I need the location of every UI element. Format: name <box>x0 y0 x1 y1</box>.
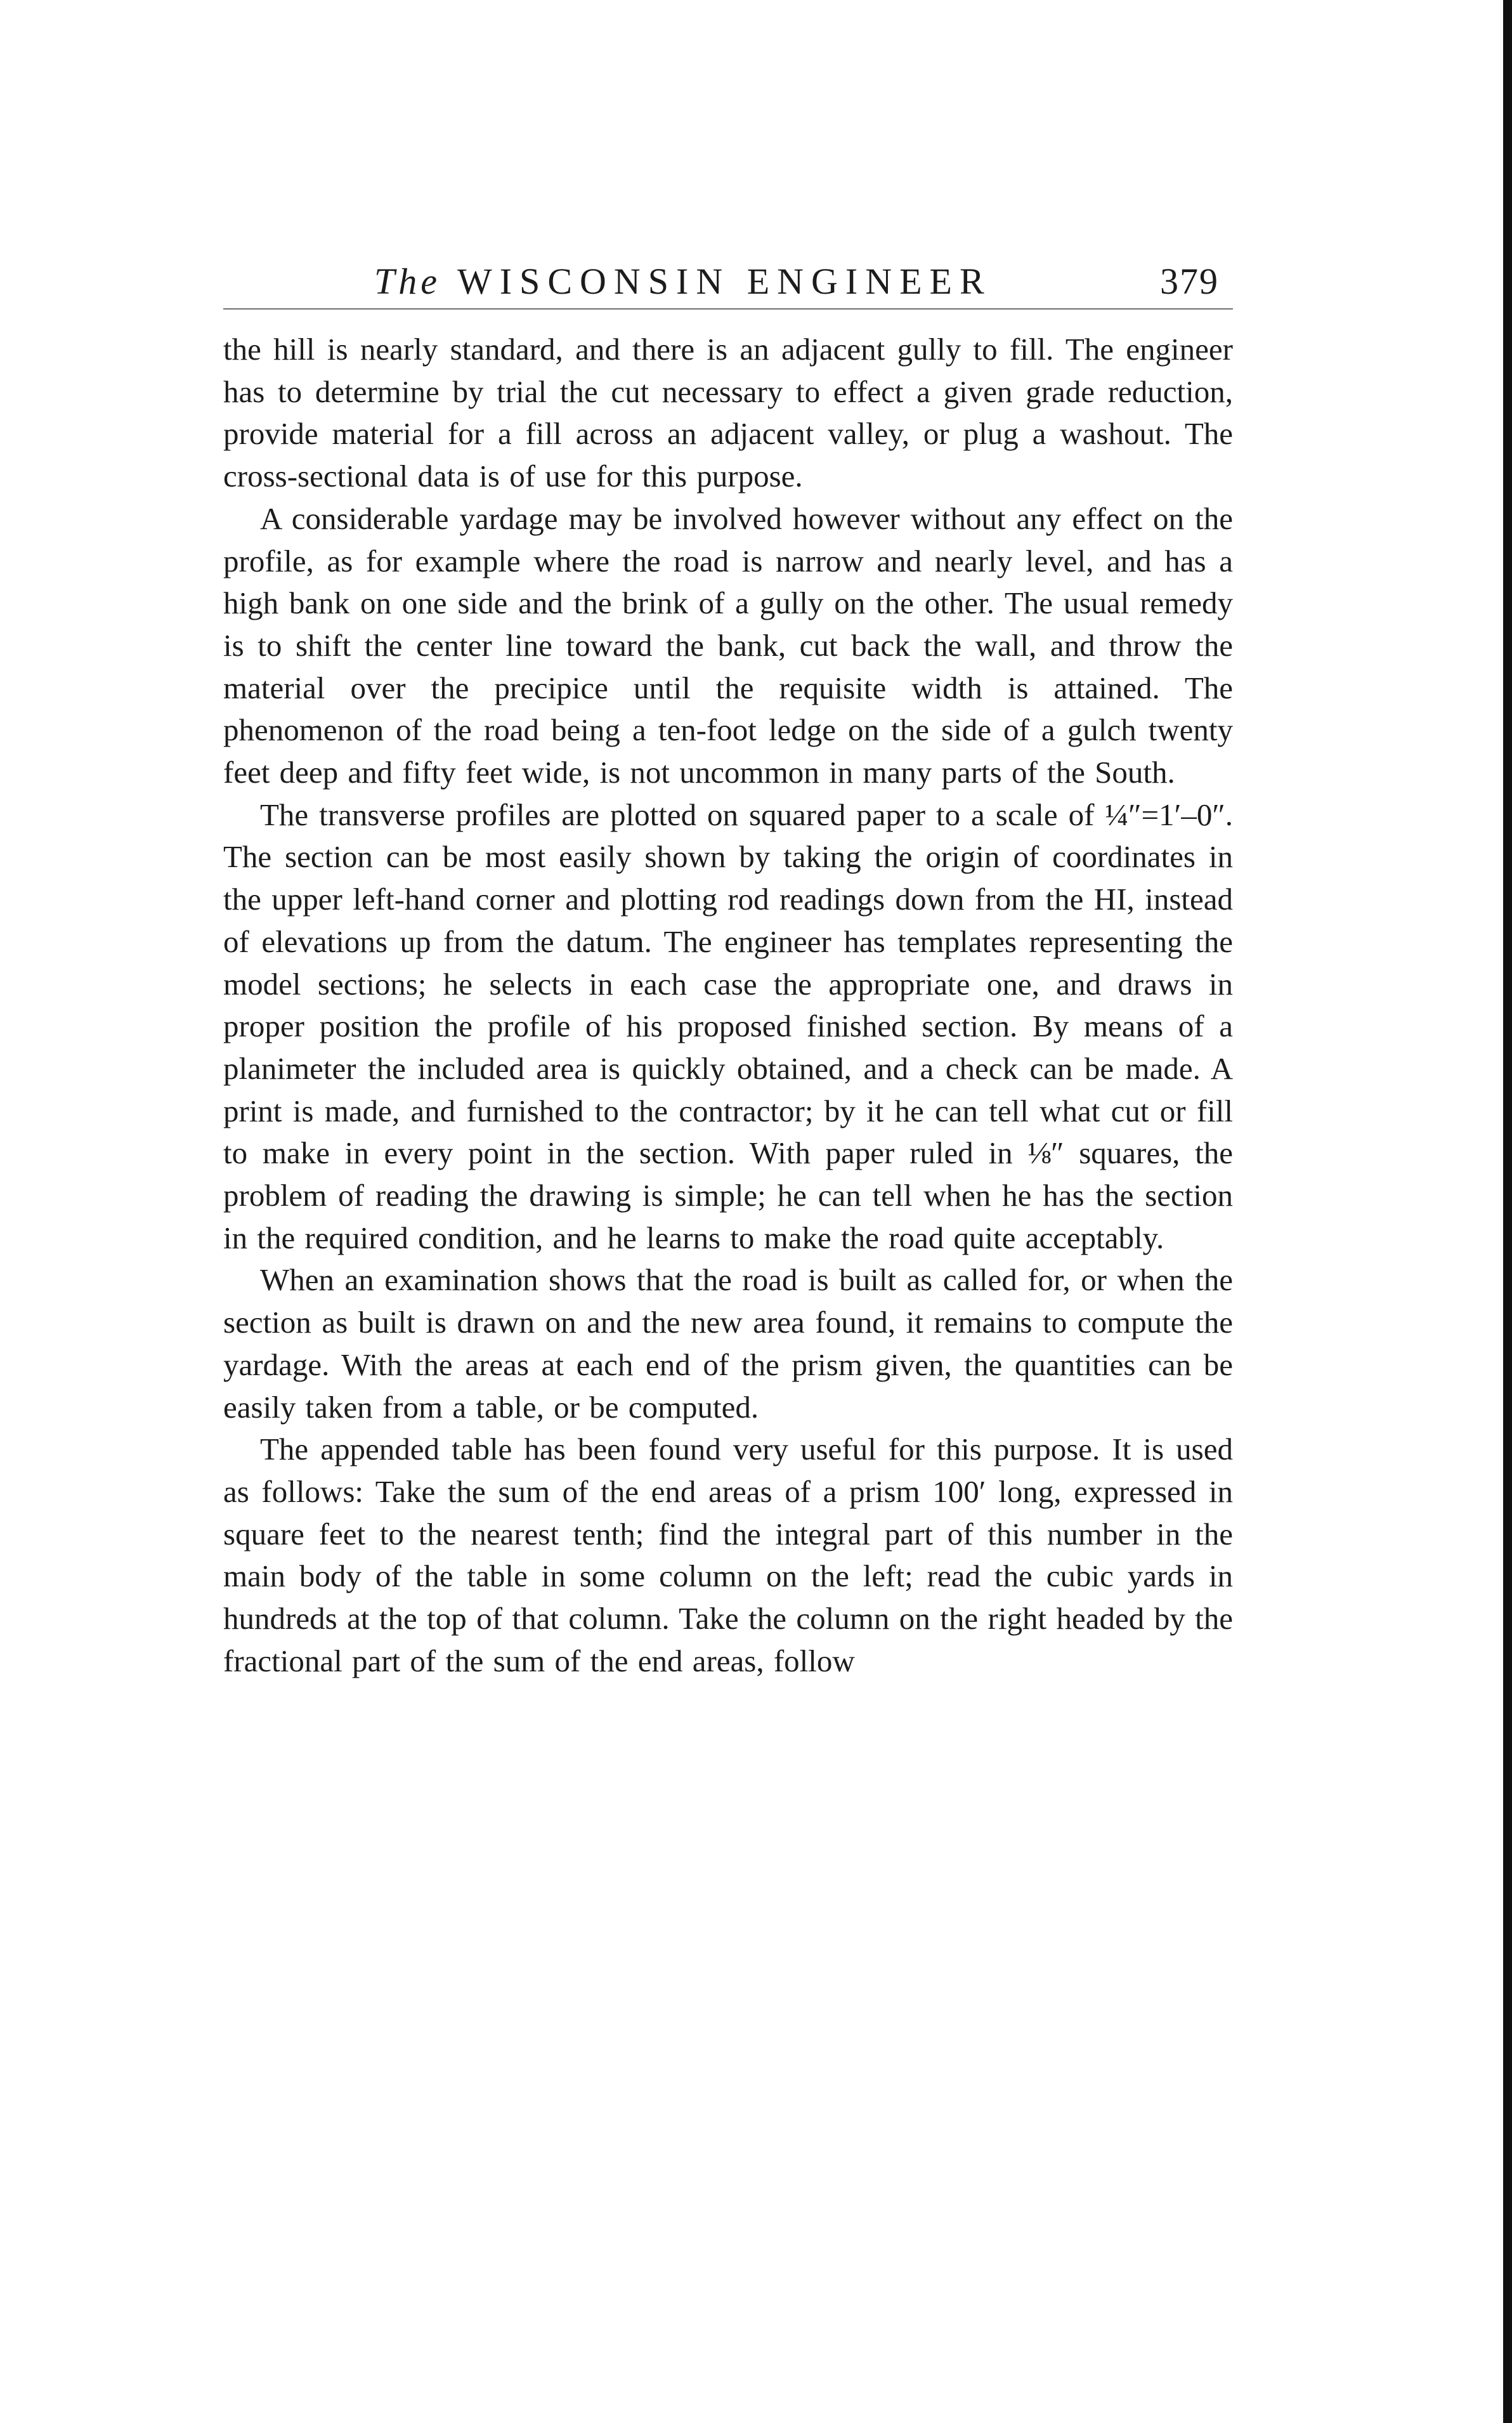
journal-title-article: The <box>374 261 441 302</box>
header-rule <box>223 308 1233 310</box>
journal-title <box>374 260 992 303</box>
scan-border <box>1503 0 1512 2423</box>
paragraph: When an examination shows that the road is built as called for, or when the section as built is drawn on and the new area found, it remains to compute the yardage. With the areas at each end of the prism given, the quantities can be easily taken from a table, or be computed. <box>223 1262 1233 1425</box>
article-body <box>223 329 1233 1683</box>
journal-title-name: WISCONSIN ENGINEER <box>457 261 992 302</box>
paragraph: A considerable yardage may be involved however without any effect on the profile, as for example where the road is narrow and nearly level, and has a high bank on one side and the brink of a gully on the other. The usual remedy is to shift the center line toward the bank, cut back the wall, and throw the material over the precipice until the requisite width is attained. The phenomenon of the road being a ten-foot ledge on the side of a gulch twenty feet deep and fifty feet wide, is not uncommon in many parts of the South. <box>223 500 1233 790</box>
page-number: 379 <box>1160 261 1219 302</box>
paragraph: The transverse profiles are plotted on squared paper to a scale of ¼″=1′–0″. The section can be most easily shown by taking the origin of coordinates in the upper left-hand corner and plotting rod readings down from the HI, instead of elevations up from the datum. The engineer has templates representing the model sections; he selects in each case the appropriate one, and draws in proper position the profile of his proposed finished section. By means of a planimeter the included area is quickly obtained, and a check can be made. A print is made, and furnished to the contractor; by it he can tell what cut or fill to make in every point in the section. With paper ruled in ⅛″ squares, the problem of reading the drawing is simple; he can tell when he has the section in the required condition, and he learns to make the road quite acceptably. <box>223 797 1233 1255</box>
running-head <box>223 260 1233 304</box>
paragraph-continued: the hill is nearly standard, and there is an adjacent gully to fill. The engineer has to determine by trial the cut necessary to effect a given grade reduction, provide material for a fill across an adjacent valley, or plug a washout. The cross-sectional data is of use for this purpose. <box>223 332 1233 494</box>
paragraph: The appended table has been found very useful for this purpose. It is used as follows: Take the sum of the end areas of a prism 100′ long, expressed in square feet to the nearest tenth; find the integral part of this number in the main body of the table in some column on the left; read the cubic yards in hundreds at the top of that column. Take the column on the right headed by the fractional part of the sum of the end areas, follow <box>223 1432 1233 1678</box>
